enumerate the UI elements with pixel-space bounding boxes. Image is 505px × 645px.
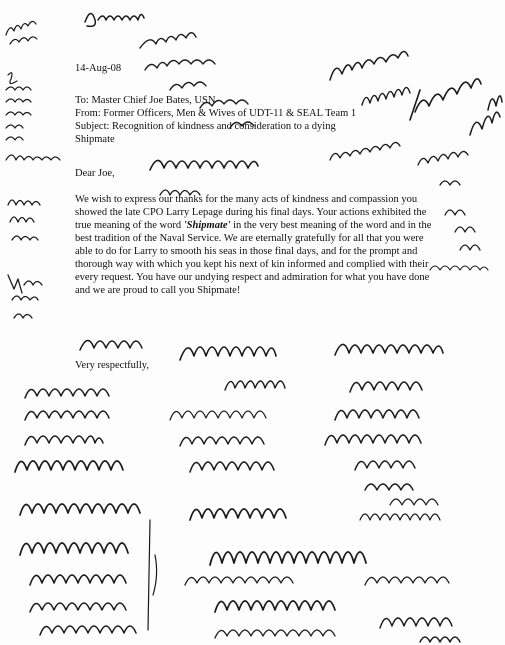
signature-rusty-campbell: [150, 160, 258, 170]
signature-lou-delara: [410, 79, 481, 120]
signature-george-raine: [365, 577, 449, 585]
signature-joe-deflaurio: [180, 347, 276, 360]
note-hearts: [445, 210, 480, 250]
signature-harry-fowler: [160, 190, 200, 195]
signature-rat-miller: [30, 575, 126, 585]
note-compassion: [140, 33, 254, 128]
signature-tom-lomi: [190, 462, 274, 472]
signature-ralf-willy-wilson: [210, 552, 366, 565]
signature-terry-fowler: [30, 603, 126, 612]
signature-terry-moy: [20, 543, 128, 555]
margin-note-dave: [8, 200, 40, 240]
signature-john-ware: [355, 461, 415, 490]
signature-john-boswell: [360, 514, 440, 520]
margin-note-joe: [6, 73, 31, 140]
margin-note-ron: [6, 155, 60, 160]
recipient-line: To: Master Chief Joe Bates, USN: [75, 95, 216, 106]
signature-charlie-turne: [330, 142, 400, 160]
margin-note-michael: [8, 275, 42, 318]
signature-terry-manley: [25, 389, 109, 398]
note-udt-11-12: [362, 87, 410, 105]
subject-line: Subject: Recognition of kindness and consideration to a dying: [75, 121, 336, 132]
signature-john-mate: [335, 410, 419, 420]
signature-gary-pattoft: [350, 382, 422, 392]
signature-john-callahan: [380, 618, 460, 642]
sender-line: From: Former Officers, Men & Wives of UDT-11 & SEAL Team 1: [75, 108, 357, 119]
signature-david-sutton: [470, 96, 502, 135]
body-text-part-1: We wish to express our thanks for the many acts of kindness and compassion you showed the late CPO Larry Lepage during his final days. Your actions exhibited the true meaning of the word: [75, 194, 427, 231]
signature-jack-davis: [215, 630, 335, 638]
signature-willie-isom: [15, 461, 123, 472]
signature-bb-stull: [180, 437, 264, 446]
signature-ococh: [170, 411, 266, 420]
signature-frank-arthur: [185, 577, 293, 585]
signature-carl-sagula: [325, 435, 421, 445]
subject-line-continued: Shipmate: [75, 134, 115, 145]
signature-peter-dirks: [330, 51, 408, 80]
signature-donald-bates: [418, 151, 468, 185]
shipmate-emphasis: 'Shipmate': [183, 220, 231, 231]
signature-wayne-lounsi: [335, 344, 443, 355]
signature-frank-toms: [190, 509, 286, 520]
signature-ray-hayden: [20, 504, 140, 515]
signature-lou-boyle: [40, 626, 136, 635]
signature-lou-hays: [25, 436, 103, 445]
signature-wayne-bole: [80, 340, 142, 350]
signature-l-l-jones: [225, 381, 285, 390]
salutation: Dear Joe,: [75, 168, 115, 179]
signature-dusty-bush: [390, 499, 438, 505]
margin-note-thanks: [6, 21, 37, 44]
signature-john-roberts: [25, 411, 109, 420]
signature-dick-pearson: [215, 601, 335, 612]
closing: Very respectfully,: [75, 360, 149, 371]
signature-jo-lou-lewis: [430, 266, 488, 270]
signature-gary-knight: [85, 13, 144, 26]
margin-vertical-scribble: [148, 520, 157, 630]
body-text-part-2: in the very best meaning of the word and in the best tradition of the Naval Service. We are eternally gratefully for all that you were able to do for Larry to smooth his seas in those final days, and for the prompt and thorough way with which you kept his next of kin informed and complied with their every request. You have our undying respect and admiration for what you have done and we are proud to call you Shipmate!: [75, 220, 432, 296]
letter-date: 14-Aug-08: [75, 63, 122, 74]
